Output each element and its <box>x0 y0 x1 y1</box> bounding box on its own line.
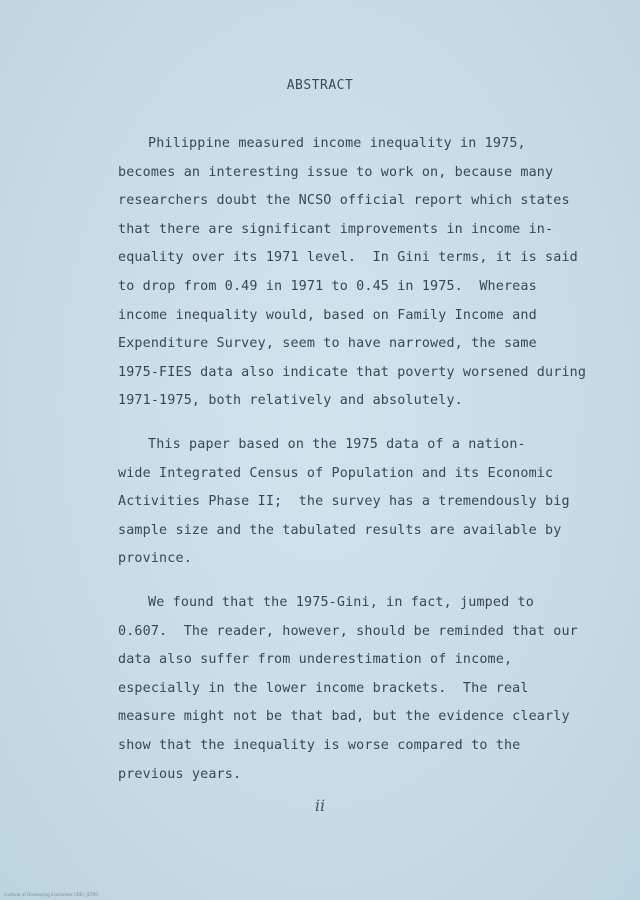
abstract-paragraph-1 <box>118 130 598 416</box>
abstract-paragraph-2 <box>118 431 598 574</box>
paragraph-line: previous years. <box>118 766 242 782</box>
paragraph-line: researchers doubt the NCSO official report which states <box>118 193 570 209</box>
paragraph-line: equality over its 1971 level. In Gini terms, it is said <box>118 250 578 266</box>
paragraph-line: data also suffer from underestimation of income, <box>118 652 513 668</box>
paragraph-line: Expenditure Survey, seem to have narrowed, the same <box>118 336 537 352</box>
paragraph-line: wide Integrated Census of Population and its Economic <box>118 465 554 481</box>
paragraph-line: 0.607. The reader, however, should be reminded that our <box>118 623 578 639</box>
paragraph-line: that there are significant improvements in income in- <box>118 221 554 237</box>
paragraph-line: sample size and the tabulated results are available by <box>118 522 562 538</box>
paragraph-line: 1975-FIES data also indicate that poverty worsened during <box>118 364 587 380</box>
paragraph-line: show that the inequality is worse compared to the <box>118 737 521 753</box>
paragraph-line: income inequality would, based on Family Income and <box>118 307 537 323</box>
paragraph-line: province. <box>118 551 192 567</box>
paragraph-line: especially in the lower income brackets. The real <box>118 680 529 696</box>
paragraph-line: to drop from 0.49 in 1971 to 0.45 in 1975. Whereas <box>118 278 537 294</box>
paragraph-line: We found that the 1975-Gini, in fact, jumped to <box>148 595 534 610</box>
paragraph-line: measure might not be that bad, but the evidence clearly <box>118 709 570 725</box>
abstract-title: ABSTRACT <box>286 78 354 93</box>
paragraph-line: 1971-1975, both relatively and absolutely. <box>118 393 463 409</box>
abstract-paragraph-3 <box>118 589 598 789</box>
footer-note: Institute of Developing Economies (IDE), JETRO <box>4 892 99 897</box>
paragraph-line: Philippine measured income inequality in 1975, <box>148 136 526 151</box>
paragraph-line: Activities Phase II; the survey has a tremendously big <box>118 494 570 510</box>
page-number: ii <box>314 796 326 815</box>
paragraph-line: This paper based on the 1975 data of a nation- <box>148 437 526 452</box>
paragraph-line: becomes an interesting issue to work on, because many <box>118 164 554 180</box>
